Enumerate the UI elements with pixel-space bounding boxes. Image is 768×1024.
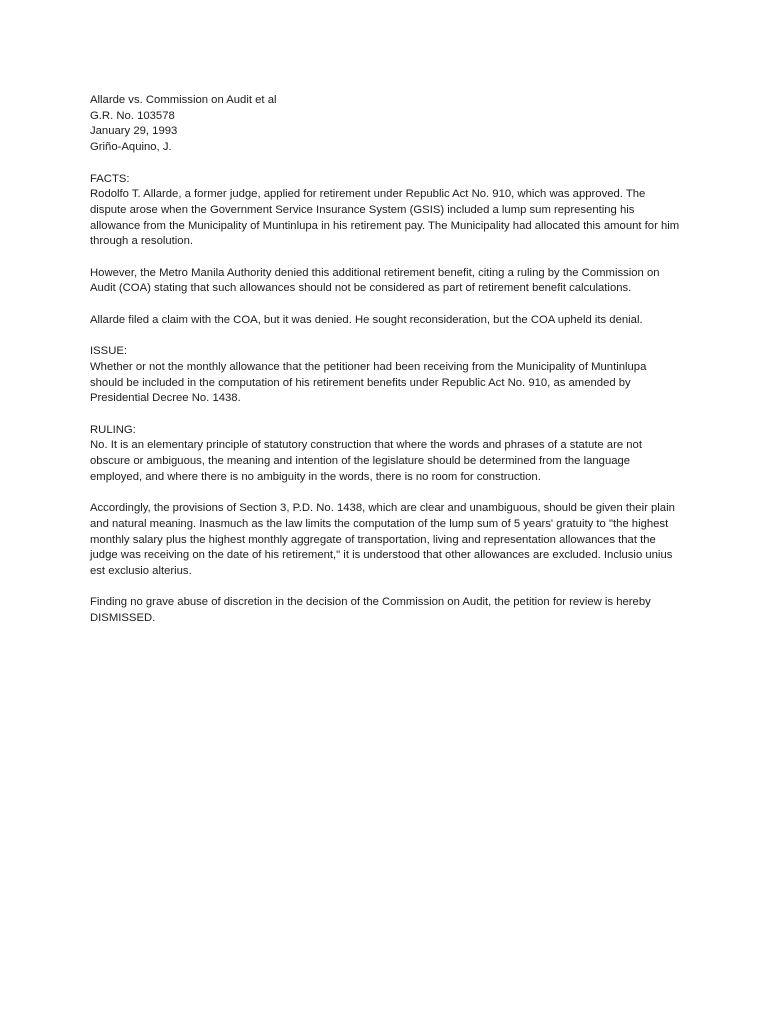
facts-paragraph: Rodolfo T. Allarde, a former judge, applied for retirement under Republic Act No. 910, which was approved. The dispute arose when the Government Service Insurance System (GSIS) included a lump sum representing his allowance from the Municipality of Muntinlupa in his retirement pay. The Municipality had allocated this amount for him through a resolution.: [90, 188, 680, 248]
ponente: Griño-Aquino, J.: [90, 141, 172, 154]
spacer: [90, 297, 682, 313]
gr-number: G.R. No. 103578: [90, 109, 175, 122]
facts-heading: FACTS:: [90, 172, 130, 185]
ruling-paragraph: Accordingly, the provisions of Section 3, P.D. No. 1438, which are clear and unambiguous, should be given their plain and natural meaning. Inasmuch as the law limits the computation of the lump sum of 5 years' gratuity to "the highest monthly salary plus the highest monthly aggregate of transportation, living and representation allowances that the judge was receiving on the date of his retirement," it is understood that other allowances are excluded. Inclusio unius est exclusio alterius.: [90, 502, 675, 577]
spacer: [90, 156, 682, 172]
case-digest: [90, 93, 682, 627]
decision-date: January 29, 1993: [90, 125, 178, 138]
spacer: [90, 580, 682, 596]
facts-paragraph: However, the Metro Manila Authority denied this additional retirement benefit, citing a ruling by the Commission on Audit (COA) stating that such allowances should not be considered as part of retirement benefit calculations.: [90, 266, 660, 295]
spacer: [90, 486, 682, 502]
issue-heading: ISSUE:: [90, 345, 128, 358]
ruling-paragraph: Finding no grave abuse of discretion in the decision of the Commission on Audit, the petition for review is hereby DISMISSED.: [90, 596, 651, 625]
issue-paragraph: Whether or not the monthly allowance that the petitioner had been receiving from the Municipality of Muntinlupa should be included in the computation of his retirement benefits under Republic Act No. 910, as amended by Presidential Decree No. 1438.: [90, 360, 647, 405]
spacer: [90, 250, 682, 266]
spacer: [90, 329, 682, 345]
spacer: [90, 407, 682, 423]
ruling-heading: RULING:: [90, 423, 136, 436]
facts-paragraph: Allarde filed a claim with the COA, but it was denied. He sought reconsideration, but the COA upheld its denial.: [90, 313, 643, 326]
case-title: Allarde vs. Commission on Audit et al: [90, 94, 277, 106]
ruling-paragraph: No. It is an elementary principle of statutory construction that where the words and phrases of a statute are not obscure or ambiguous, the meaning and intention of the legislature should be determined from the language employed, and where there is no ambiguity in the words, there is no room for construction.: [90, 439, 642, 483]
